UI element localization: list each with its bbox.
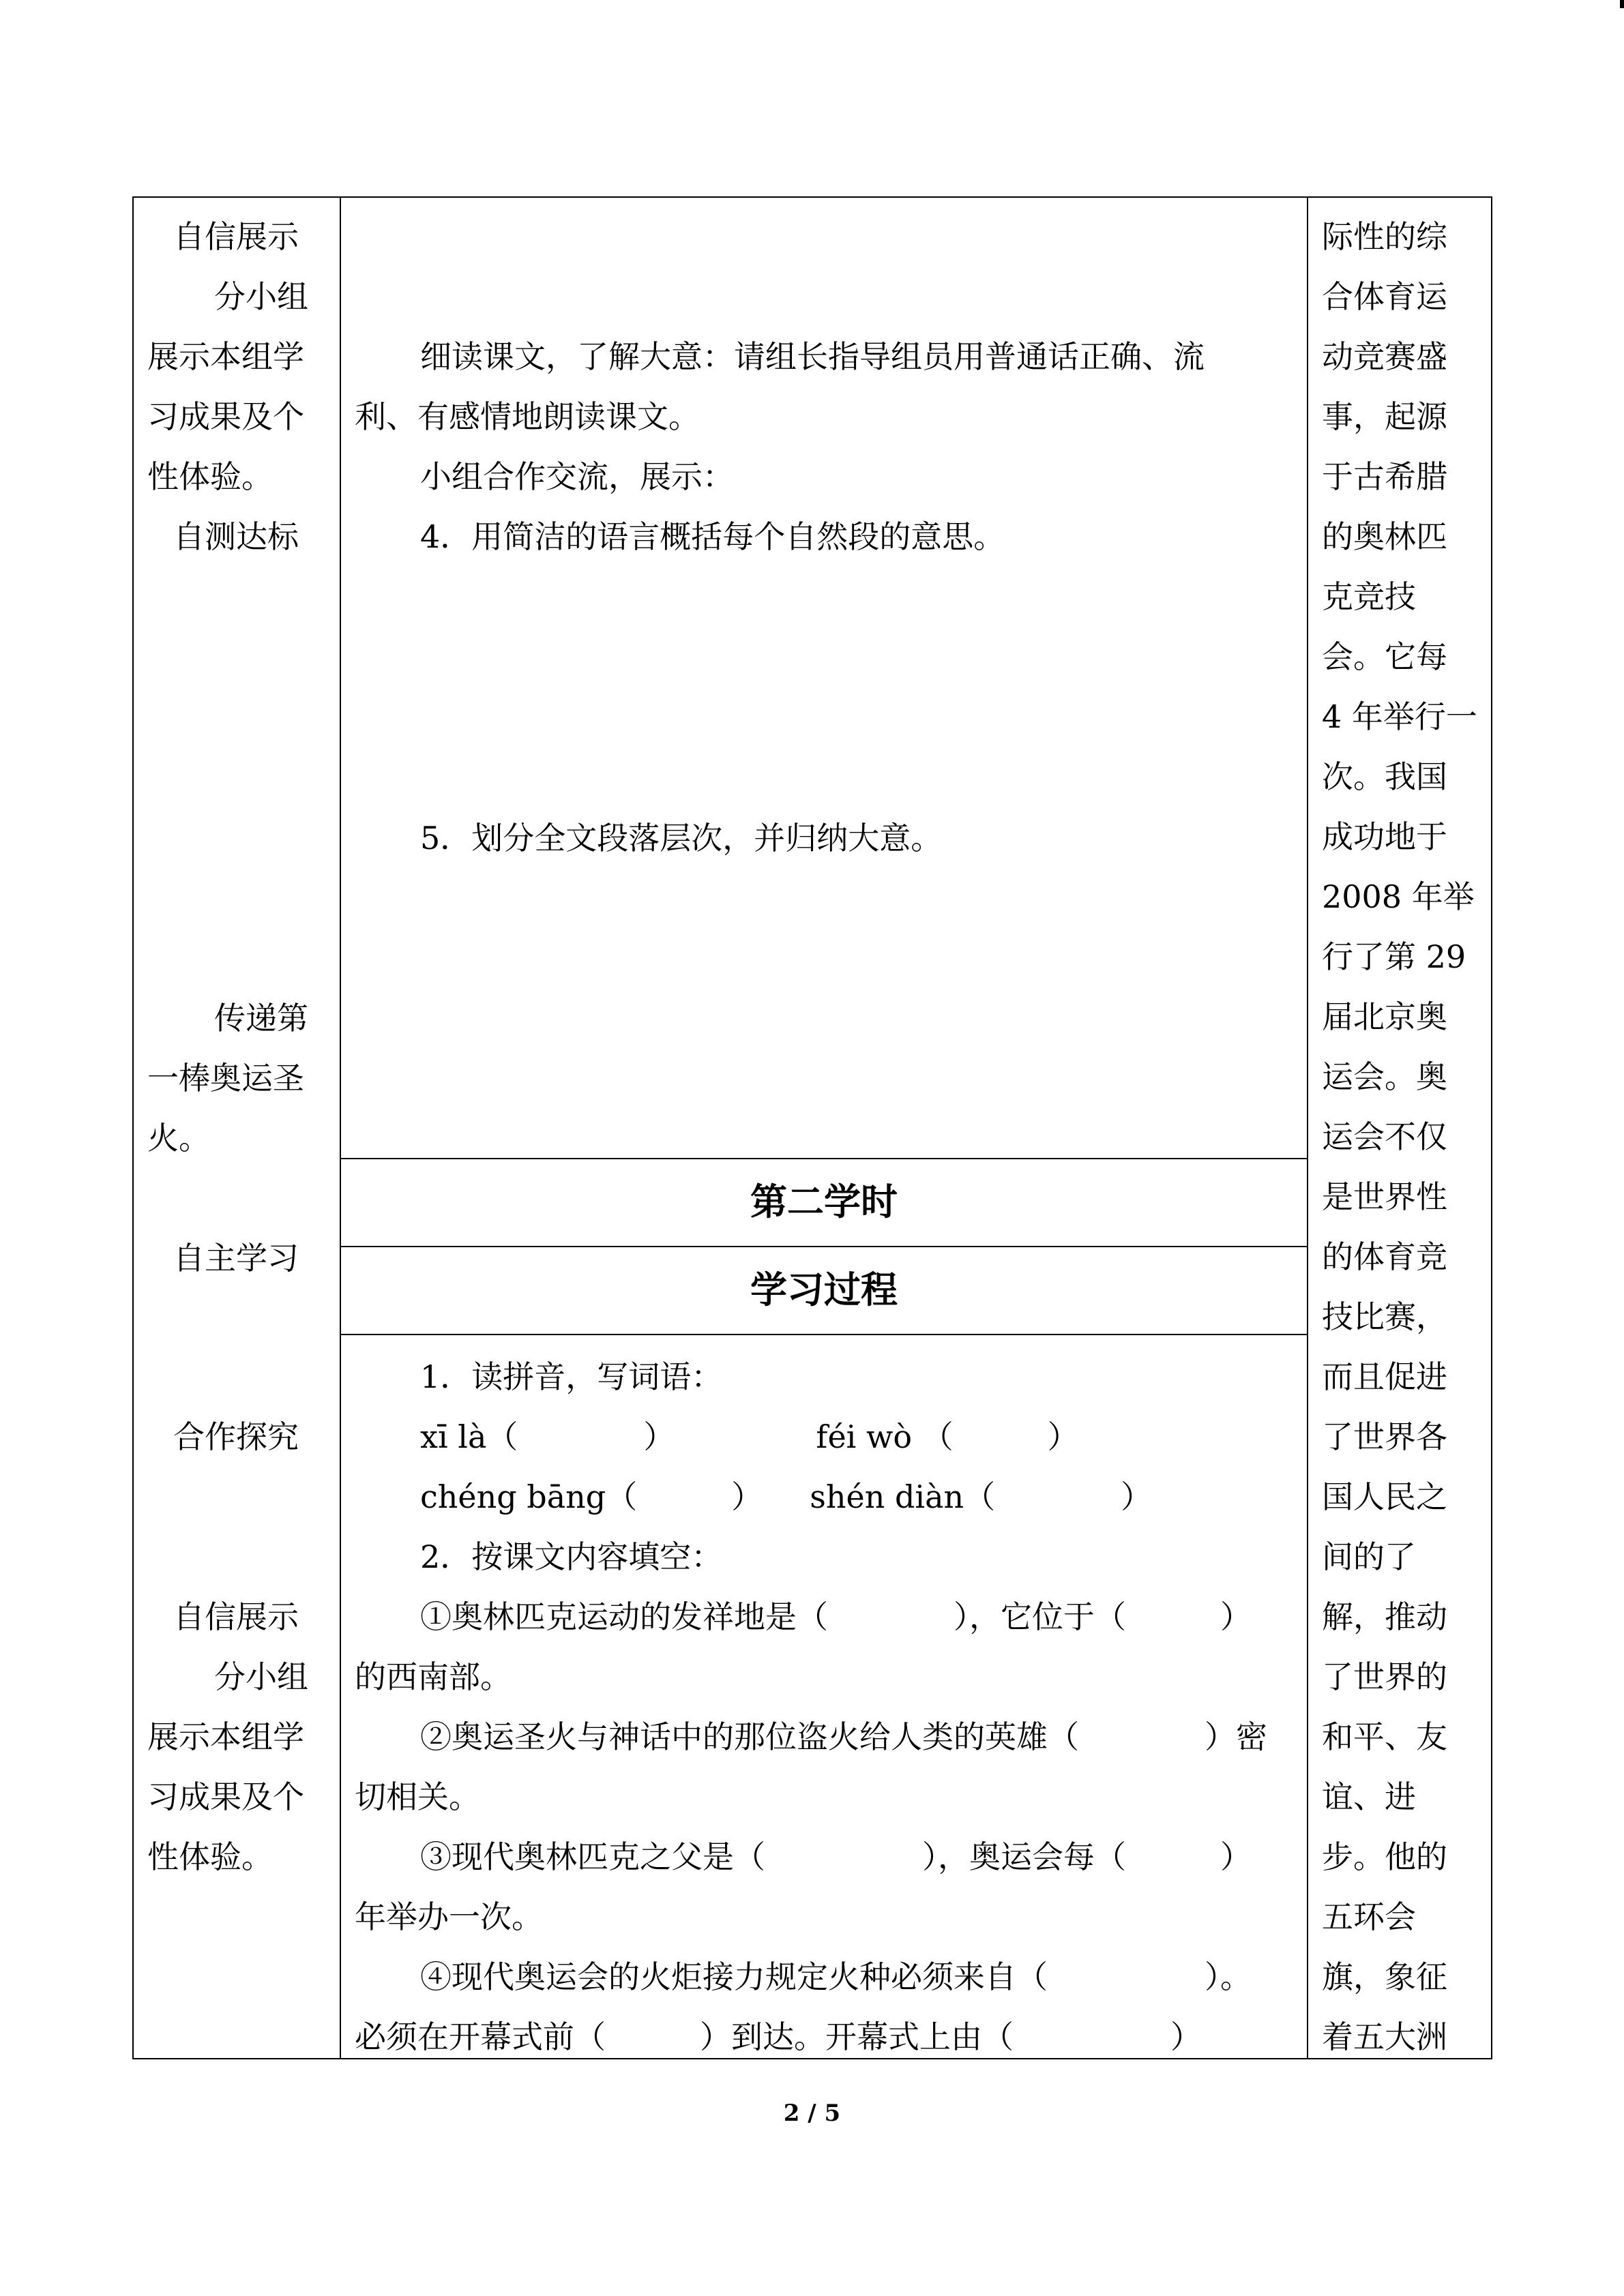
left-line: 自测达标 — [173, 518, 299, 555]
exercise-line: 2．按课文内容填空： — [420, 1538, 723, 1575]
right-line: 国人民之 — [1322, 1478, 1447, 1515]
lesson-table — [132, 196, 1492, 2059]
exercise-line: 必须在开幕式前（ ）到达。开幕式上由（ ） — [355, 2018, 1202, 2055]
right-line: 解，推动 — [1322, 1598, 1447, 1635]
left-line: 自主学习 — [173, 1240, 299, 1277]
row-divider-3 — [340, 1334, 1308, 1335]
page-edge-mark — [1620, 0, 1624, 8]
exercise-line: ③现代奥林匹克之父是（ ），奥运会每（ ） — [420, 1838, 1252, 1875]
right-line: 成功地于 — [1322, 818, 1447, 855]
exercise-line: xī là（ ） féi wò （ ） — [420, 1418, 1079, 1455]
right-line: 着五大洲 — [1322, 2018, 1447, 2055]
left-line: 展示本组学 — [147, 338, 304, 375]
section-title-second-period: 第二学时 — [750, 1180, 898, 1223]
exercise-line: ①奥林匹克运动的发祥地是（ ），它位于（ ） — [420, 1598, 1252, 1635]
middle-line: 5．划分全文段落层次，并归纳大意。 — [420, 820, 943, 856]
left-line: 习成果及个 — [147, 1778, 304, 1815]
right-line: 届北京奥 — [1322, 998, 1447, 1035]
exercise-line: 年举办一次。 — [355, 1898, 543, 1935]
exercise-line: 1．读拼音，写词语： — [420, 1358, 723, 1395]
right-line: 动竞赛盛 — [1322, 338, 1447, 375]
right-line: 4 年举行一 — [1322, 698, 1477, 735]
left-line: 性体验。 — [147, 458, 273, 495]
middle-line: 4．用简洁的语言概括每个自然段的意思。 — [420, 518, 1005, 555]
left-line: 自信展示 — [173, 1598, 299, 1635]
exercise-line: ②奥运圣火与神话中的那位盗火给人类的英雄（ ）密 — [420, 1718, 1267, 1755]
right-line: 运会不仅 — [1322, 1118, 1447, 1155]
left-line: 性体验。 — [147, 1838, 273, 1875]
left-line: 分小组 — [214, 278, 308, 315]
left-line: 传递第 — [214, 1000, 308, 1037]
exercise-line: 的西南部。 — [355, 1658, 512, 1695]
right-line: 步。他的 — [1322, 1838, 1447, 1875]
right-line: 合体育运 — [1322, 278, 1447, 315]
column-divider-left — [340, 196, 341, 2059]
right-line: 是世界性 — [1322, 1178, 1447, 1215]
right-line: 的奥林匹 — [1322, 518, 1447, 555]
right-line: 会。它每 — [1322, 638, 1447, 675]
section-title-learning-process: 学习过程 — [750, 1268, 898, 1311]
left-line: 习成果及个 — [147, 398, 304, 435]
middle-line: 细读课文，了解大意：请组长指导组员用普通话正确、流 — [420, 338, 1205, 375]
right-line: 次。我国 — [1322, 758, 1447, 795]
right-line: 2008 年举 — [1322, 878, 1475, 915]
right-line: 事，起源 — [1322, 398, 1447, 435]
right-line: 行了第 29 — [1322, 938, 1466, 975]
left-line: 一棒奥运圣 — [147, 1060, 304, 1097]
exercise-line: 切相关。 — [355, 1778, 480, 1815]
right-line: 克竞技 — [1322, 578, 1416, 615]
right-line: 了世界各 — [1322, 1418, 1447, 1455]
right-line: 技比赛， — [1322, 1298, 1447, 1335]
exercise-line: chéng bāng（ ） shén diàn（ ） — [420, 1478, 1153, 1515]
middle-line: 小组合作交流，展示： — [420, 458, 734, 495]
right-line: 运会。奥 — [1322, 1058, 1447, 1095]
section-heading-row-2 — [341, 1247, 1307, 1334]
right-line: 的体育竞 — [1322, 1238, 1447, 1275]
section-heading-row-1 — [341, 1159, 1307, 1246]
left-line: 自信展示 — [173, 218, 299, 255]
exercise-line: ④现代奥运会的火炬接力规定火种必须来自（ ）。 — [420, 1958, 1252, 1995]
right-line: 际性的综 — [1322, 218, 1447, 255]
right-line: 旗，象征 — [1322, 1958, 1447, 1995]
right-line: 和平、友 — [1322, 1718, 1447, 1755]
right-line: 间的了 — [1322, 1538, 1416, 1575]
right-line: 五环会 — [1322, 1898, 1416, 1935]
right-line: 于古希腊 — [1322, 458, 1447, 495]
left-line: 火。 — [147, 1120, 210, 1157]
middle-line: 利、有感情地朗读课文。 — [355, 398, 700, 435]
left-line: 展示本组学 — [147, 1718, 304, 1755]
right-line: 而且促进 — [1322, 1358, 1447, 1395]
left-line: 合作探究 — [173, 1418, 299, 1455]
right-line: 谊、进 — [1322, 1778, 1416, 1815]
page-number: 2 / 5 — [783, 2100, 841, 2127]
column-divider-right — [1307, 196, 1308, 2059]
left-line: 分小组 — [214, 1658, 308, 1695]
right-line: 了世界的 — [1322, 1658, 1447, 1695]
